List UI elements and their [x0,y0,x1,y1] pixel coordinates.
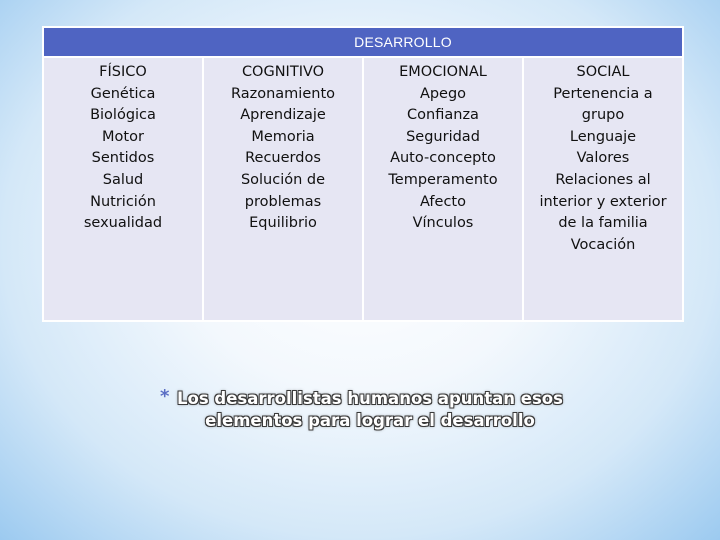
column-item: Valores [576,150,630,167]
column-item: interior y exterior [539,193,667,210]
column-item: Afecto [420,193,466,210]
table-header: DESARROLLO [43,27,683,57]
footnote-text [150,388,590,432]
column-item: Solución de [240,171,326,188]
column-item: Confianza [407,107,479,124]
column-title: FÍSICO [99,64,147,80]
column-item: Vínculos [412,215,474,232]
column-emocional [363,57,523,321]
column-item: Recuerdos [245,150,321,167]
column-social [523,57,683,321]
development-table [42,26,684,322]
column-item: Memoria [251,128,315,145]
column-item: Temperamento [388,171,498,188]
column-item: Vocación [570,236,636,253]
column-item: Lenguaje [569,128,637,145]
column-item: Motor [102,128,144,145]
column-item: grupo [581,107,625,124]
column-item: Pertenencia a [553,85,653,102]
column-item: Genética [90,85,156,102]
column-cognitivo [203,57,363,321]
column-title: EMOCIONAL [399,64,487,80]
column-item: Aprendizaje [240,107,326,124]
column-item: Biológica [90,107,156,124]
column-item: Razonamiento [230,85,336,102]
footnote-line: Los desarrollistas humanos apuntan esos [177,389,563,408]
column-item: Auto-concepto [390,150,496,167]
column-fisico [43,57,203,321]
column-item: Equilibrio [249,215,317,232]
footnote-line: elementos para lograr el desarrollo [205,411,535,430]
column-title: COGNITIVO [241,64,325,80]
column-item: Sentidos [91,150,155,167]
column-item: Salud [102,171,144,188]
column-item: Relaciones al [555,171,651,188]
column-item: Nutrición [90,193,156,210]
column-item: sexualidad [83,215,163,232]
bullet-asterisk: * [160,386,170,407]
column-item: Seguridad [406,128,480,145]
column-item: de la familia [558,215,648,232]
column-item: Apego [419,85,467,102]
column-title: SOCIAL [576,64,630,80]
column-item: problemas [244,193,322,210]
